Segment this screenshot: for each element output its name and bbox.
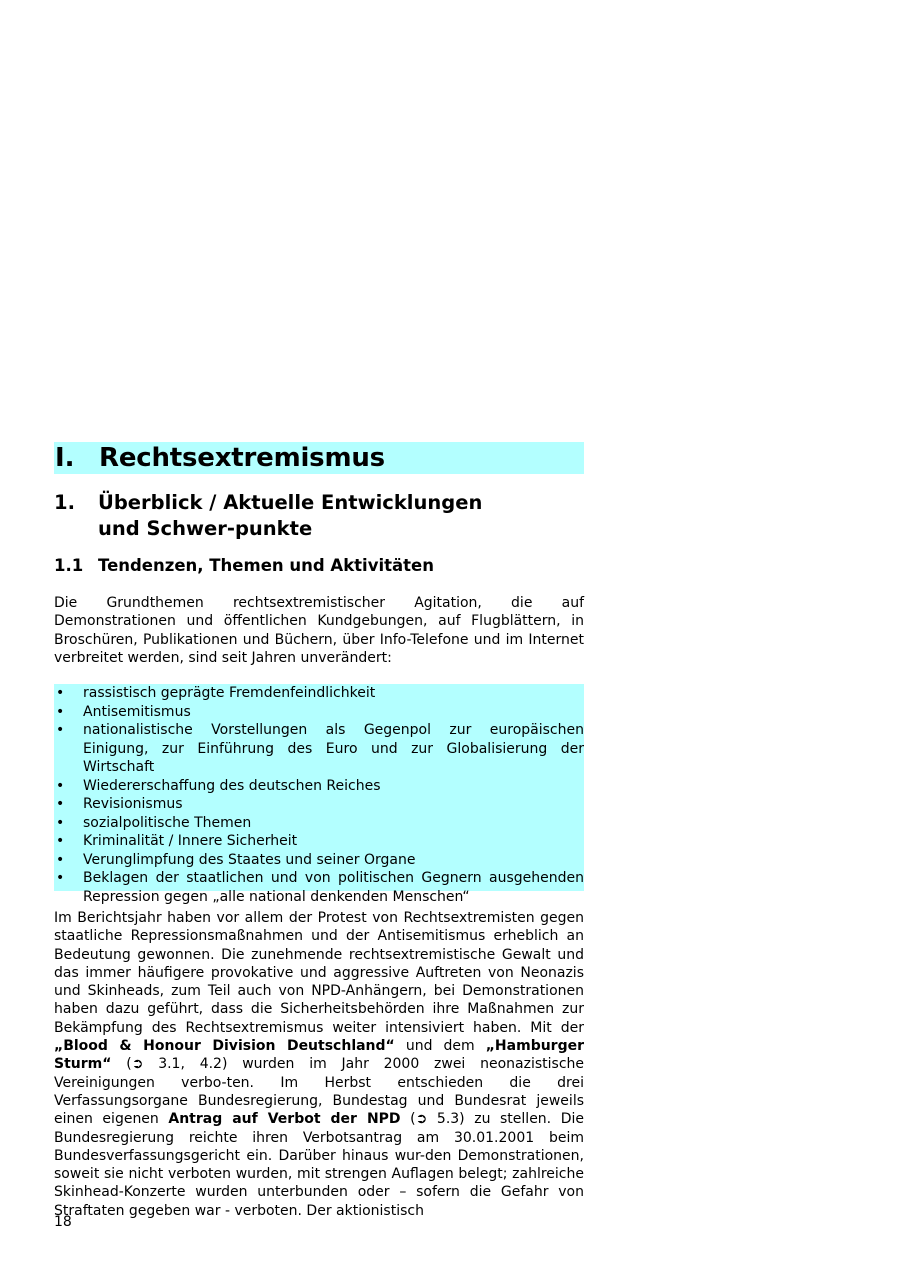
chapter-heading: [54, 442, 584, 474]
list-item: • Wiedererschaffung des deutschen Reiches: [54, 777, 584, 796]
list-item: • Kriminalität / Innere Sicherheit: [54, 832, 584, 851]
list-item: • sozialpolitische Themen: [54, 814, 584, 833]
subsection-number: 1.1: [54, 556, 84, 575]
list-item: • Revisionismus: [54, 795, 584, 814]
subsection-title: Tendenzen, Themen und Aktivitäten: [98, 556, 434, 575]
list-item: • rassistisch geprägte Fremdenfeindlichkeit: [54, 684, 584, 703]
list-item: • Antisemitismus: [54, 703, 584, 722]
body-text: und dem: [394, 1038, 486, 1055]
chapter-number: I.: [55, 443, 75, 473]
body-bold-text: Antrag auf Verbot der NPD: [168, 1111, 401, 1128]
body-bold-text: „Hamburger Sturm“: [54, 1038, 585, 1073]
reference-arrow-icon: ➲: [131, 1056, 144, 1073]
body-text: Im Berichtsjahr haben vor allem der Protest von Rechtsextremisten gegen staatliche Repressionsmaßnahmen und der Antisemitismus erheblich an Bedeutung gewonnen. Die zunehmende rechtsextremistische Gewalt und das immer häufigere provokative und aggressive Auftreten von Neonazis und Skinheads, zum Teil auch von NPD-Anhängern, bei Demonstrationen haben dazu geführt, dass die Sicherheitsbehörden ihre Maßnahmen zur Bekämpfung des Rechtsextremismus weiter intensiviert haben. Mit der: [54, 910, 584, 1036]
body-text: (: [111, 1056, 132, 1073]
section-number: 1.: [54, 491, 75, 514]
topics-list: [54, 684, 584, 905]
body-bold-text: „Blood & Honour Division Deutschland“: [54, 1038, 395, 1055]
body-text: 5.3) zu stellen. Die Bundesregierung reichte ihren Verbotsantrag am 30.01.2001 beim Bundesverfassungsgericht ein. Darüber hinaus wur-den Demonstrationen, soweit sie nicht verboten wurden, mit strengen Auflagen belegt; zahlreiche Skinhead-Konzerte wurden unterbunden oder – sofern die Gefahr von Straftaten gegeben war - verboten. Der aktionistisch: [54, 1111, 584, 1219]
subsection-heading: [54, 555, 584, 577]
chapter-title: Rechtsextremismus: [99, 443, 385, 473]
section-title: Überblick / Aktuelle Entwicklungen und Schwer-punkte: [98, 491, 483, 540]
list-item: • Beklagen der staatlichen und von politischen Gegnern ausgehenden Repression gegen „alle national denkenden Menschen“: [54, 869, 584, 906]
body-text: (: [400, 1111, 416, 1128]
reference-arrow-icon: ➲: [415, 1111, 428, 1128]
body-text: 3.1, 4.2) wurden im Jahr 2000 zwei neonazistische Vereinigungen verbo-ten. Im Herbst entschieden die drei Verfassungsorgane Bundesregierung, Bundestag und Bundesrat jeweils einen eigenen: [54, 1056, 584, 1128]
list-item: • nationalistische Vorstellungen als Gegenpol zur europäischen Einigung, zur Einführung des Euro und zur Globalisierung der Wirtschaft: [54, 721, 584, 777]
intro-paragraph: Die Grundthemen rechtsextremistischer Agitation, die auf Demonstrationen und öffentlichen Kundgebungen, auf Flugblättern, in Broschüren, Publikationen und Büchern, über Info-Telefone und im Internet verbreitet werden, sind seit Jahren unverändert:: [54, 595, 584, 666]
body-paragraph: [54, 909, 584, 1220]
list-item: • Verunglimpfung des Staates und seiner Organe: [54, 851, 584, 870]
section-heading: [54, 490, 584, 542]
page-number: 18: [54, 1214, 72, 1230]
